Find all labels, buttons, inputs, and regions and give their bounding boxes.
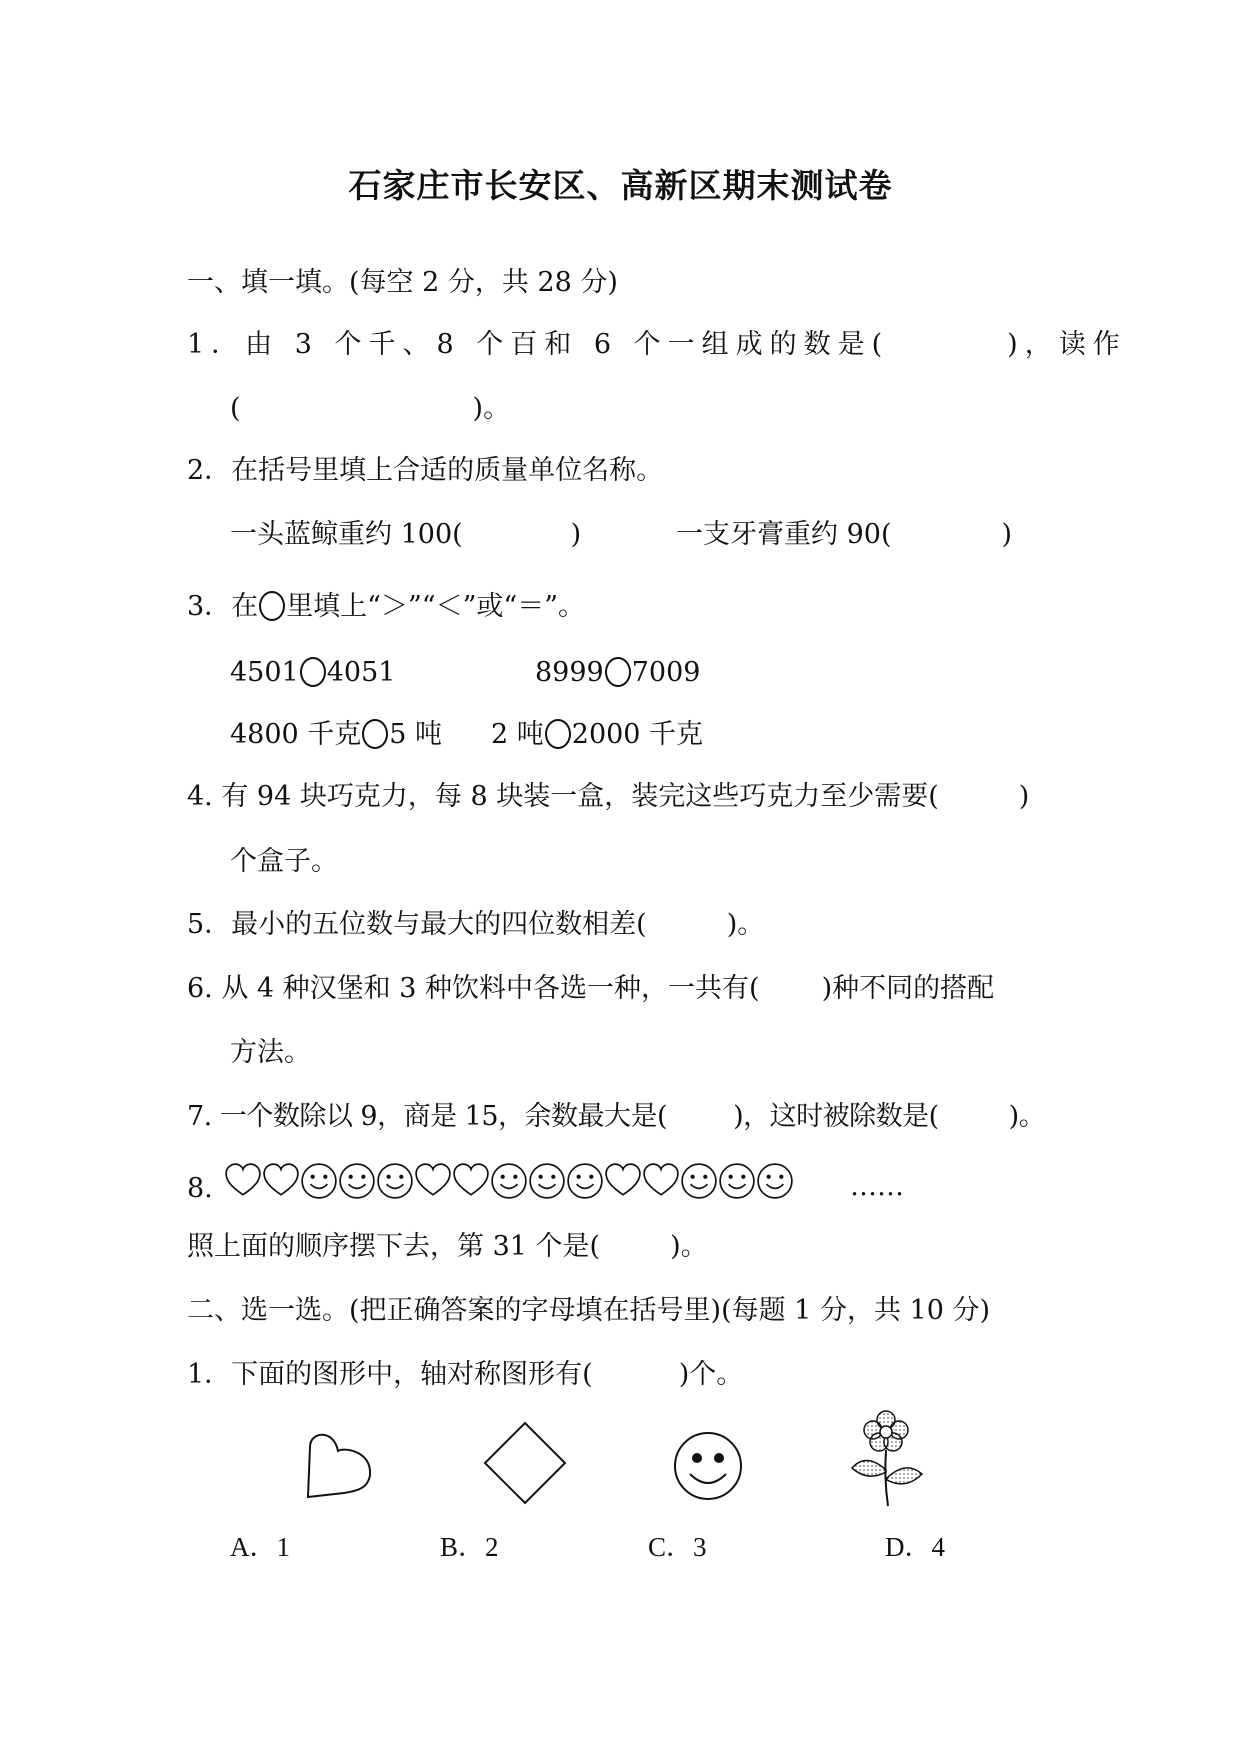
section2-heading: 二、选一选。(把正确答案的字母填在括号里)(每题 1 分，共 10 分) xyxy=(187,1295,990,1326)
q1-line2: ( )。 xyxy=(230,393,511,424)
compare-circle[interactable] xyxy=(300,657,326,687)
q8-symbol-sequence xyxy=(224,1162,794,1200)
smiley-icon xyxy=(756,1162,794,1200)
smiley-icon xyxy=(566,1162,604,1200)
heart-icon xyxy=(224,1162,262,1200)
heart-icon xyxy=(642,1162,680,1200)
q6-line1: 6. 从 4 种汉堡和 3 种饮料中各选一种，一共有( )种不同的搭配 xyxy=(187,973,995,1004)
smiley-icon xyxy=(528,1162,566,1200)
smiley-icon xyxy=(300,1162,338,1200)
q3-r1c2: 8999 7009 xyxy=(535,657,701,688)
heart-icon xyxy=(604,1162,642,1200)
q2-text: 2．在括号里填上合适的质量单位名称。 xyxy=(187,455,664,486)
q5: 5．最小的五位数与最大的四位数相差( )。 xyxy=(187,909,765,940)
smiley-icon xyxy=(376,1162,414,1200)
q3-r2c1: 4800 千克 5 吨 xyxy=(230,719,443,750)
option-a[interactable]: A．1 xyxy=(230,1532,290,1562)
page-title: 石家庄市长安区、高新区期末测试卷 xyxy=(348,166,893,205)
q1-line1: 1．由 3 个千、8 个百和 6 个一组成的数是( )，读作 xyxy=(187,329,1127,360)
option-d[interactable]: D．4 xyxy=(885,1532,945,1562)
compare-circle[interactable] xyxy=(362,719,388,749)
option-c[interactable]: C．3 xyxy=(648,1532,707,1562)
heart-icon xyxy=(452,1162,490,1200)
q6-line2: 方法。 xyxy=(230,1037,311,1068)
q3-r2c2: 2 吨 2000 千克 xyxy=(491,719,704,750)
q7: 7. 一个数除以 9，商是 15，余数最大是( )，这时被除数是( )。 xyxy=(187,1101,1046,1132)
heart-shape-icon xyxy=(300,1425,380,1505)
q3-text: 3．在 里填上“＞”“＜”或“＝”。 xyxy=(187,591,586,622)
section1-heading: 一、填一填。(每空 2 分，共 28 分) xyxy=(187,267,618,298)
smiley-icon xyxy=(338,1162,376,1200)
q8-question: 照上面的顺序摆下去，第 31 个是( )。 xyxy=(187,1231,708,1262)
s2-q1: 1．下面的图形中，轴对称图形有( )个。 xyxy=(187,1359,744,1390)
option-b[interactable]: B．2 xyxy=(440,1532,499,1562)
q8-number: 8. xyxy=(187,1173,213,1204)
heart-icon xyxy=(414,1162,452,1200)
diamond-shape-icon xyxy=(480,1418,570,1508)
q2-right: 一支牙膏重约 90( ) xyxy=(676,519,1013,550)
q8-ellipsis: …… xyxy=(850,1171,904,1202)
flower-icon xyxy=(846,1408,926,1508)
smiley-icon xyxy=(680,1162,718,1200)
q4-line2: 个盒子。 xyxy=(230,846,338,877)
compare-circle[interactable] xyxy=(605,657,631,687)
compare-circle[interactable] xyxy=(545,719,571,749)
smiley-face-icon xyxy=(668,1426,748,1506)
q3-r1c1: 4501 4051 xyxy=(230,657,396,688)
q2-left: 一头蓝鲸重约 100( ) xyxy=(230,519,582,550)
heart-icon xyxy=(262,1162,300,1200)
smiley-icon xyxy=(490,1162,528,1200)
q4-line1: 4. 有 94 块巧克力，每 8 块装一盒，装完这些巧克力至少需要( ) xyxy=(187,781,1030,812)
smiley-icon xyxy=(718,1162,756,1200)
circle-blank-icon xyxy=(259,591,285,621)
